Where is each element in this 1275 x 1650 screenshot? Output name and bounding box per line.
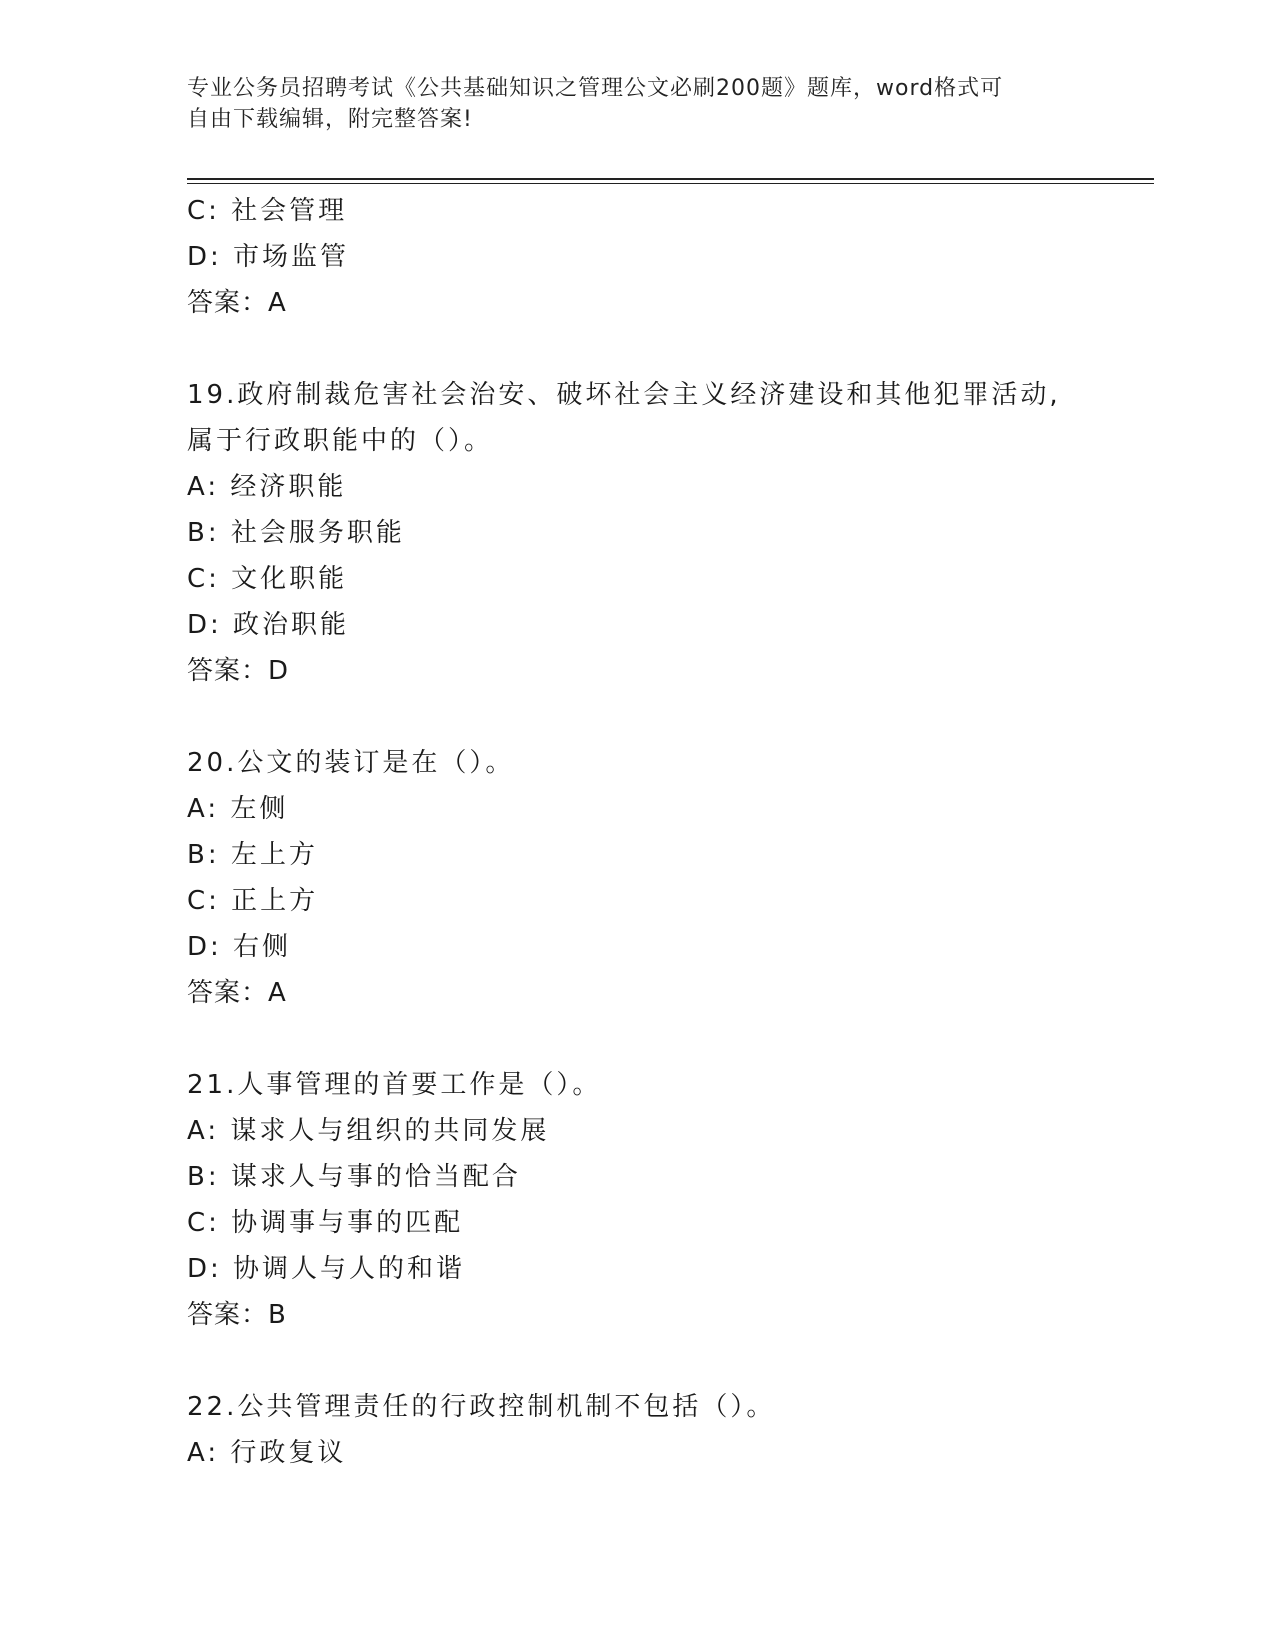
question-block-18 — [187, 188, 1127, 326]
document-header — [187, 73, 1087, 135]
question-text: 19.政府制裁危害社会治安、破坏社会主义经济建设和其他犯罪活动, — [187, 380, 1061, 410]
question-text: 20.公文的装订是在（）。 — [187, 748, 515, 778]
option-b: B: 社会服务职能 — [187, 518, 405, 548]
option-a: A: 左侧 — [187, 794, 289, 824]
option-d: D: 协调人与人的和谐 — [187, 1254, 466, 1284]
answer: 答案：B — [187, 1300, 287, 1330]
option-b: B: 谋求人与事的恰当配合 — [187, 1162, 521, 1192]
spacer — [187, 1338, 1127, 1384]
question-block-20 — [187, 740, 1127, 1016]
header-divider-thin — [187, 183, 1154, 184]
option-d: D: 右侧 — [187, 932, 292, 962]
option-a: A: 谋求人与组织的共同发展 — [187, 1116, 550, 1146]
question-text: 22.公共管理责任的行政控制机制不包括（）。 — [187, 1392, 776, 1422]
question-text-continued: 属于行政职能中的（）。 — [187, 426, 494, 456]
spacer — [187, 326, 1127, 372]
header-line-2: 自由下载编辑，附完整答案! — [187, 107, 473, 132]
option-a: A: 经济职能 — [187, 472, 347, 502]
answer: 答案：A — [187, 288, 287, 318]
option-a: A: 行政复议 — [187, 1438, 347, 1468]
answer: 答案：D — [187, 656, 290, 686]
header-divider-thick — [187, 178, 1154, 180]
answer: 答案：A — [187, 978, 287, 1008]
option-d: D: 政治职能 — [187, 610, 350, 640]
spacer — [187, 694, 1127, 740]
option-d: D: 市场监管 — [187, 242, 350, 272]
option-b: B: 左上方 — [187, 840, 318, 870]
option-c: C: 文化职能 — [187, 564, 348, 594]
option-c: C: 协调事与事的匹配 — [187, 1208, 464, 1238]
question-block-19 — [187, 372, 1127, 694]
question-block-22 — [187, 1384, 1127, 1476]
option-c: C: 社会管理 — [187, 196, 348, 226]
question-block-21 — [187, 1062, 1127, 1338]
question-text: 21.人事管理的首要工作是（）。 — [187, 1070, 602, 1100]
spacer — [187, 1016, 1127, 1062]
option-c: C: 正上方 — [187, 886, 319, 916]
header-line-1: 专业公务员招聘考试《公共基础知识之管理公文必刷200题》题库，word格式可 — [187, 76, 1004, 101]
document-body — [187, 188, 1127, 1476]
